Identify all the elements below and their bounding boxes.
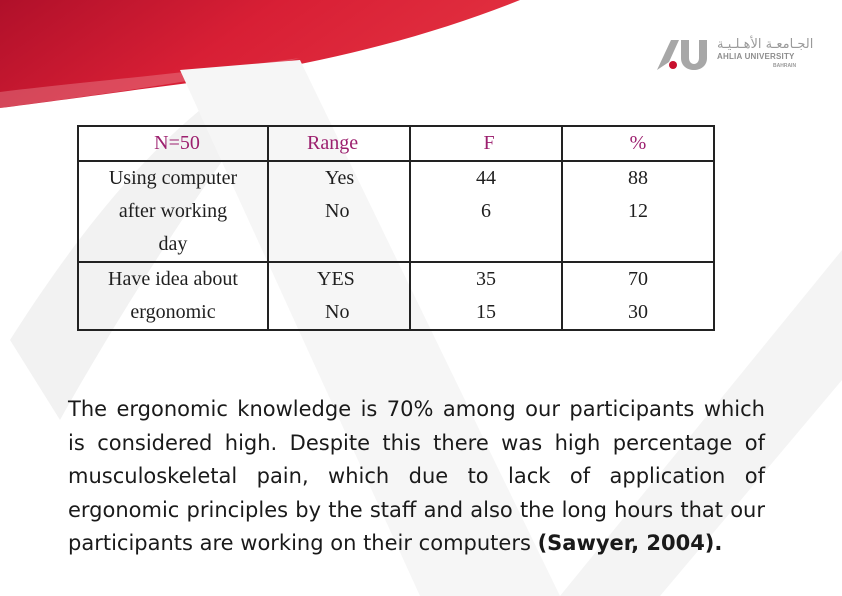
header-f: F — [483, 132, 495, 154]
row-label: Using computer after working day — [78, 161, 268, 262]
header-n: N=50 — [78, 126, 268, 161]
row-percent: 70 30 — [562, 262, 714, 330]
row-f: 44 6 — [410, 161, 562, 262]
university-logo — [655, 36, 815, 76]
survey-results-table — [77, 125, 715, 331]
header-percent: % — [629, 132, 647, 154]
logo-sub-text: BAHRAIN — [773, 63, 797, 69]
citation: (Sawyer, 2004). — [537, 531, 723, 556]
logo-arabic-text: الجـامعـة الأهـلـيـة — [717, 37, 814, 52]
row-range: YES No — [268, 262, 410, 330]
table-row — [78, 161, 714, 262]
table-header-row — [78, 126, 714, 161]
summary-paragraph — [68, 393, 765, 561]
row-label: Have idea about ergonomic — [78, 262, 268, 330]
logo-english-text: AHLIA UNIVERSITY — [717, 52, 795, 61]
row-f: 35 15 — [410, 262, 562, 330]
row-range: Yes No — [268, 161, 410, 262]
header-range: Range — [307, 132, 359, 154]
summary-text: The ergonomic knowledge is 70% among our participants which is considered high. Despite this there was high percentage of musculoskeletal pain, which due to lack of application of ergonomic principles by the staff and also the long hours that our participants are working on their computers — [68, 397, 765, 556]
table-row — [78, 262, 714, 330]
logo-mark-icon — [655, 36, 711, 72]
row-percent: 88 12 — [562, 161, 714, 262]
